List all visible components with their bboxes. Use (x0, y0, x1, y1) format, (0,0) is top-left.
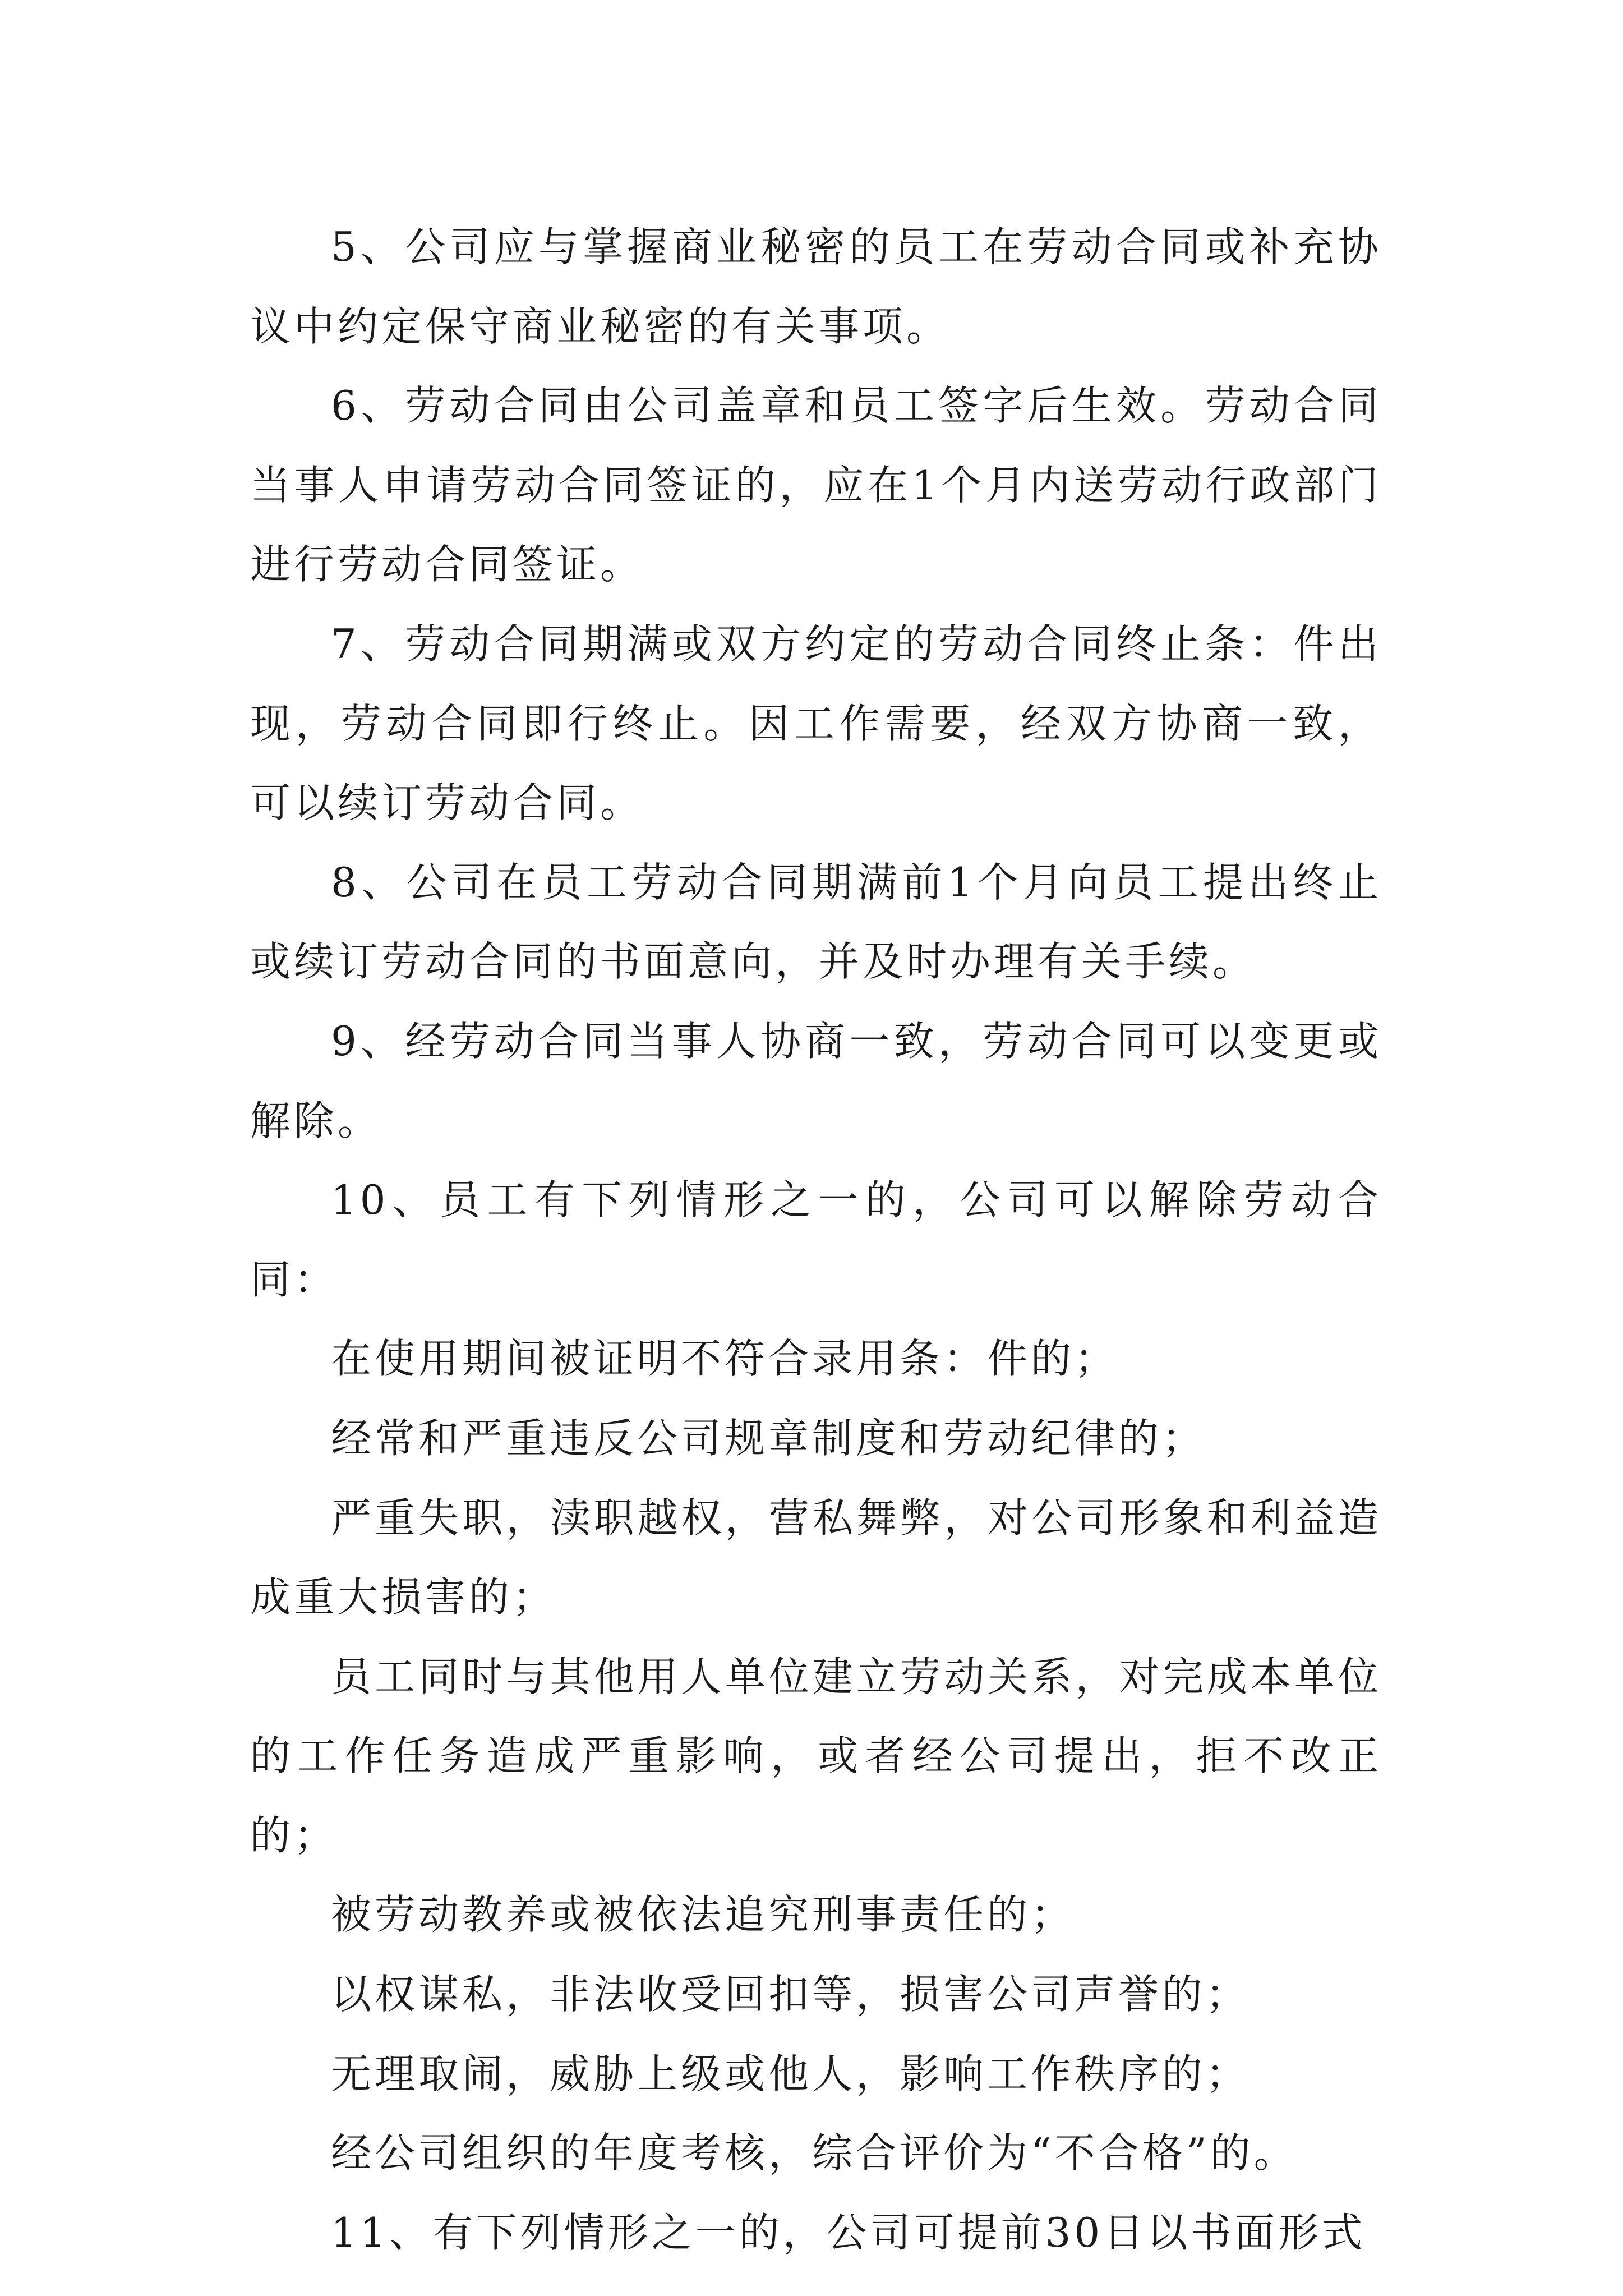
paragraph: 在使用期间被证明不符合录用条：件的； (331, 1335, 1119, 1383)
paragraph: 无理取闹，威胁上级或他人，影响工作秩序的； (331, 2050, 1250, 2097)
paragraph: 被劳动教养或被依法追究刑事责任的； (331, 1891, 1075, 1939)
paragraph: 5、公司应与掌握商业秘密的员工在劳动合同或补充协议中约定保守商业秘密的有关事项。 (250, 223, 1382, 350)
paragraph: 10、员工有下列情形之一的，公司可以解除劳动合同： (250, 1176, 1382, 1303)
paragraph: 6、劳动合同由公司盖章和员工签字后生效。劳动合同当事人申请劳动合同签证的，应在1个月内送劳动行政部门进行劳动合同签证。 (250, 382, 1382, 588)
document-body (250, 208, 1382, 2272)
paragraph: 9、经劳动合同当事人协商一致，劳动合同可以变更或解除。 (250, 1017, 1382, 1144)
paragraph: 严重失职，渎职越权，营私舞弊，对公司形象和利益造成重大损害的； (250, 1494, 1382, 1621)
paragraph: 员工同时与其他用人单位建立劳动关系，对完成本单位的工作任务造成严重影响，或者经公司提出，拒不改正的； (250, 1653, 1382, 1859)
paragraph: 以权谋私，非法收受回扣等，损害公司声誉的； (331, 1971, 1250, 2018)
paragraph: 7、劳动合同期满或双方约定的劳动合同终止条：件出现，劳动合同即行终止。因工作需要，经双方协商一致，可以续订劳动合同。 (250, 620, 1382, 827)
paragraph: 11、有下列情形之一的，公司可提前30日以书面形式 (331, 2208, 1366, 2256)
paragraph: 经公司组织的年度考核，综合评价为“不合格”的。 (331, 2129, 1298, 2177)
paragraph: 8、公司在员工劳动合同期满前1个月向员工提出终止或续订劳动合同的书面意向，并及时办理有关手续。 (250, 858, 1382, 986)
paragraph: 经常和严重违反公司规章制度和劳动纪律的； (331, 1414, 1206, 1462)
